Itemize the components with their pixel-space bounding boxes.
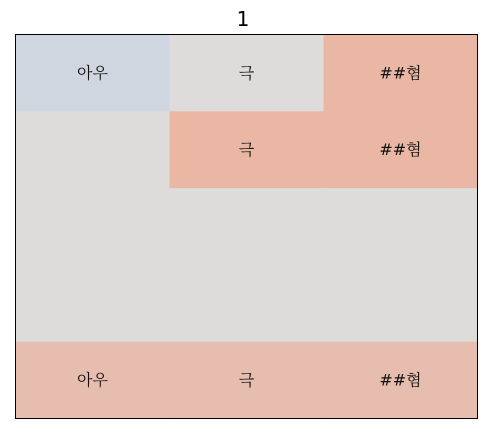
heatmap-cell-label-r4-c1: 극 [238, 370, 255, 390]
chart-title: 1 [236, 7, 250, 31]
heatmap-cell-label-r4-c2: ##혐 [379, 370, 422, 390]
heatmap-cell-label-r1-c2: ##혐 [379, 140, 422, 160]
heatmap-cell-r2-c0 [16, 188, 171, 265]
heatmap-cell-label-r0-c1: 극 [238, 63, 255, 83]
heatmap-cell-r2-c1 [170, 188, 325, 265]
heatmap-cell-r2-c2 [324, 188, 479, 265]
heatmap-cell-label-r0-c0: 아우 [77, 63, 108, 83]
heatmap-cell-label-r0-c2: ##혐 [379, 63, 422, 83]
heatmap-cell-r3-c0 [16, 265, 171, 342]
heatmap-cell-r3-c1 [170, 265, 325, 342]
heatmap-cell-r1-c0 [16, 111, 171, 188]
heatmap-cell-label-r4-c0: 아우 [77, 370, 108, 390]
heatmap-cell-label-r1-c1: 극 [238, 140, 255, 160]
heatmap-cell-r3-c2 [324, 265, 479, 342]
